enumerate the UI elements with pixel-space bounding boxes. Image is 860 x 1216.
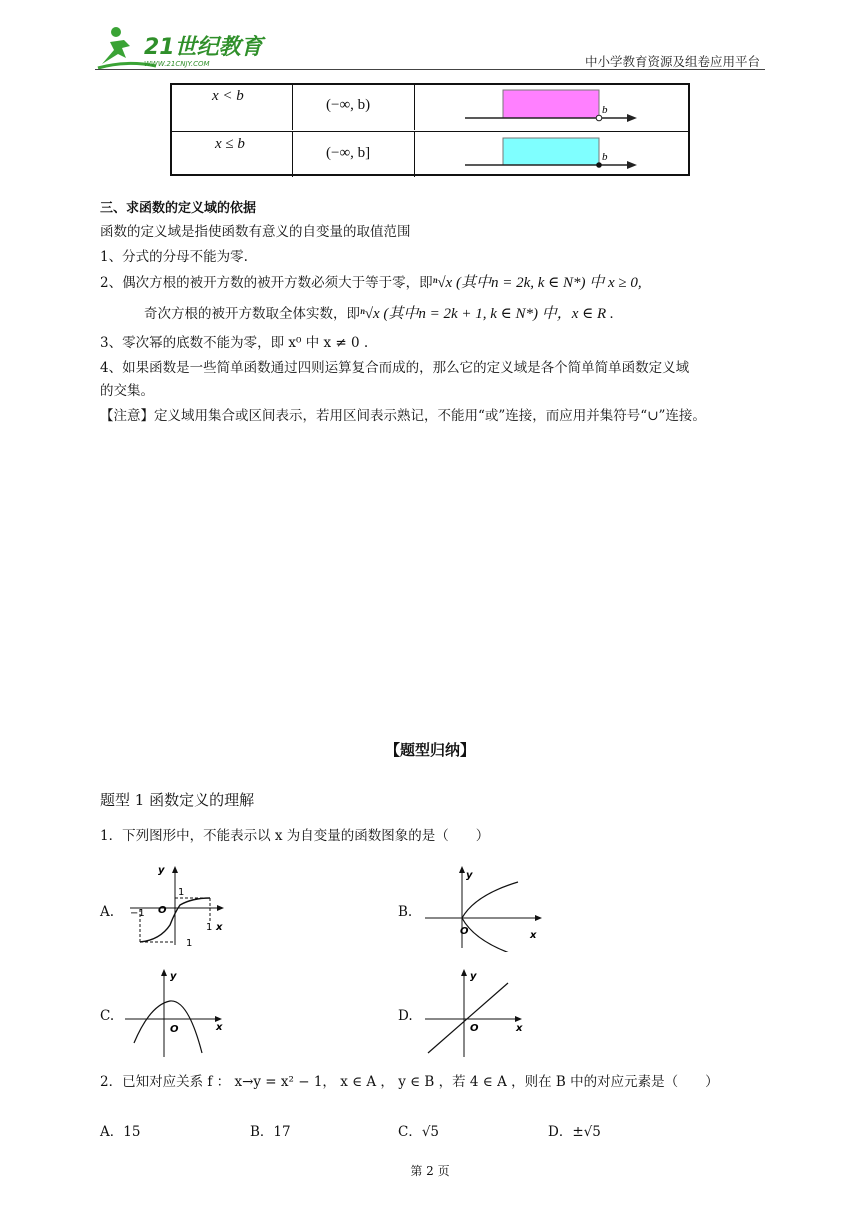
- svg-text:O: O: [170, 1024, 179, 1035]
- section-intro: 函数的定义域是指使函数有意义的自变量的取值范围: [100, 224, 411, 240]
- table-row: [172, 85, 688, 130]
- q2-option-d: D．±√5: [548, 1124, 601, 1140]
- number-line-open: [415, 85, 688, 130]
- svg-text:1: 1: [186, 938, 193, 949]
- svg-text:1: 1: [206, 922, 213, 933]
- open-endpoint: [596, 115, 602, 121]
- header-platform-name: 中小学教育资源及组卷应用平台: [584, 54, 760, 69]
- question-2-stem: 2．已知对应关系 f ： x→y = x² − 1， x ∈ A ， y ∈ B ，若 4 ∈ A ，则在 B 中的对应元素是（ ）: [100, 1074, 719, 1090]
- svg-text:y: y: [466, 870, 473, 881]
- site-logo: [96, 24, 266, 72]
- q2-option-b: B．17: [250, 1124, 291, 1140]
- condition-cell: x < b: [212, 88, 244, 104]
- rule-2a: 2、偶次方根的被开方数的被开方数必须大于等于零，即ⁿ√x (其中n = 2k, k ∈ N*) 中 x ≥ 0,: [100, 275, 642, 291]
- svg-text:−1: −1: [130, 908, 145, 919]
- rule-2b: 奇次方根的被开方数取全体实数，即ⁿ√x (其中n = 2k + 1, k ∈ N*) 中，x ∈ R .: [144, 306, 614, 322]
- arrow-icon: [627, 161, 637, 169]
- logo-url: WWW.21CNJY.COM: [144, 60, 210, 68]
- interval-cell: (−∞, b): [326, 97, 371, 113]
- svg-text:O: O: [460, 926, 469, 937]
- graph-b: [420, 860, 550, 952]
- svg-text:O: O: [158, 905, 167, 916]
- graph-d: [420, 965, 535, 1060]
- option-b-label: B.: [398, 904, 413, 920]
- rule-4-line2: 的交集。: [100, 383, 154, 399]
- note: 【注意】定义域用集合或区间表示，若用区间表示熟记，不能用“或”连接，而应用并集符号“∪”连接。: [100, 408, 706, 424]
- svg-text:y: y: [170, 971, 177, 982]
- q2-option-c: C．√5: [398, 1124, 440, 1140]
- table-row: [172, 131, 688, 177]
- endpoint-label: b: [602, 104, 608, 116]
- interval-cell: (−∞, b]: [326, 145, 371, 161]
- graph-c: [120, 965, 235, 1060]
- rule-4-line1: 4、如果函数是一些简单函数通过四则运算复合而成的，那么它的定义域是各个简单简单函数定义域: [100, 360, 690, 376]
- rule-3: 3、零次幂的底数不能为零，即 x⁰ 中 x ≠ 0 .: [100, 335, 369, 351]
- question-1-stem: 1．下列图形中，不能表示以 x 为自变量的函数图象的是（ ）: [100, 828, 490, 844]
- svg-text:O: O: [470, 1023, 479, 1034]
- summary-title: 【题型归纳】: [384, 741, 475, 759]
- svg-text:y: y: [158, 865, 165, 876]
- interval-table: [170, 83, 690, 176]
- rule-1: 1、分式的分母不能为零.: [100, 249, 248, 265]
- section-heading: 三、求函数的定义域的依据: [100, 201, 257, 216]
- option-c-label: C.: [100, 1008, 115, 1024]
- rule-2a-formula: ⁿ√x (其中n = 2k, k ∈ N*) 中 x ≥ 0,: [432, 275, 642, 291]
- endpoint-label: b: [602, 151, 608, 163]
- logo-text: 21世纪教育: [144, 35, 263, 60]
- cyan-interval-box: [503, 138, 599, 165]
- pink-interval-box: [503, 90, 599, 118]
- rule-2b-formula: ⁿ√x (其中n = 2k + 1, k ∈ N*) 中，x ∈ R .: [360, 306, 614, 322]
- svg-text:x: x: [216, 1022, 223, 1033]
- closed-endpoint: [596, 162, 602, 168]
- svg-text:y: y: [470, 971, 477, 982]
- q2-option-a: A．15: [100, 1124, 141, 1140]
- option-d-label: D.: [398, 1008, 413, 1024]
- number-line-closed: [415, 132, 688, 177]
- type-1-title: 题型 1 函数定义的理解: [100, 791, 255, 809]
- condition-cell: x ≤ b: [215, 136, 245, 152]
- page-number: 第 2 页: [410, 1164, 450, 1178]
- svg-text:1: 1: [178, 887, 185, 898]
- svg-text:x: x: [516, 1023, 523, 1034]
- svg-text:x: x: [530, 930, 537, 941]
- option-a-label: A.: [100, 904, 115, 920]
- header-divider: [95, 69, 765, 70]
- graph-a: [120, 860, 230, 950]
- svg-text:x: x: [216, 922, 223, 933]
- arrow-icon: [627, 114, 637, 122]
